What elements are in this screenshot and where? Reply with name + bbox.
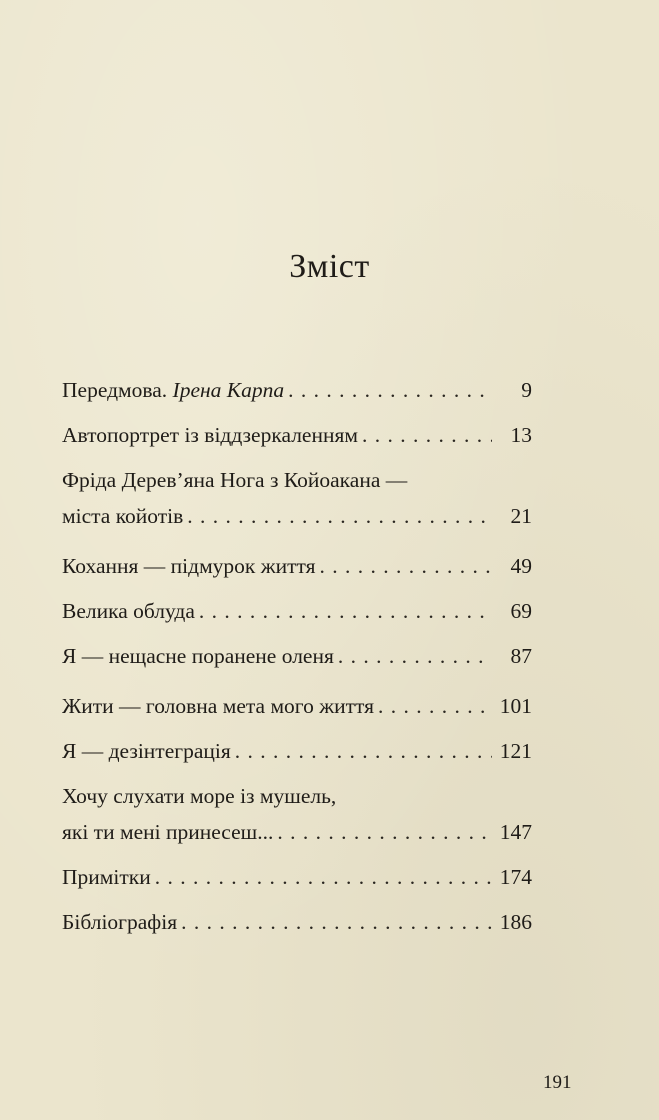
dot-leader (378, 688, 492, 724)
toc-entry-title: Бібліографія (62, 910, 178, 934)
page-title: Зміст (289, 248, 370, 285)
dot-leader (187, 498, 492, 534)
toc-entry-to-live (62, 688, 532, 724)
dot-leader (155, 859, 492, 895)
toc-line (62, 417, 532, 453)
toc-entry-title-first-line: Фріда Дерев’яна Нога з Койоакана — (62, 468, 408, 492)
dot-leader (181, 904, 492, 940)
toc-line (62, 688, 532, 724)
toc-line (62, 778, 532, 814)
toc-entry-title: Я — нещасне поранене оленя (62, 644, 334, 668)
toc-entry-notes (62, 859, 532, 895)
toc-entry-disintegration (62, 733, 532, 769)
toc-entry-title: які ти мені принесеш... (62, 820, 274, 844)
toc-entry-love (62, 548, 532, 584)
toc-entry-title: Примітки (62, 865, 151, 889)
toc-entry-title: міста койотів (62, 504, 184, 528)
toc-entry-title: Я — дезінтеграція (62, 739, 231, 763)
toc-line (62, 859, 532, 895)
toc-entry-main: Передмова. (62, 378, 173, 402)
toc-line (62, 593, 532, 629)
toc-page-number: 121 (499, 739, 532, 763)
toc-line (62, 904, 532, 940)
dot-leader (199, 593, 492, 629)
toc-line (62, 462, 532, 498)
toc-entry-self-portrait (62, 417, 532, 453)
toc-page-number: 87 (510, 644, 532, 668)
toc-page-number: 49 (510, 554, 532, 578)
dot-leader (362, 417, 492, 453)
toc-page-number: 186 (499, 910, 532, 934)
toc-page-number: 147 (499, 820, 532, 844)
page-number-folio: 191 (543, 1072, 572, 1093)
toc-line (62, 548, 532, 584)
dot-leader (235, 733, 492, 769)
toc-page-number: 9 (521, 378, 532, 402)
toc-entry-title: Автопортрет із віддзеркаленням (62, 423, 358, 447)
toc-line (62, 733, 532, 769)
toc-page-number: 69 (510, 599, 532, 623)
dot-leader (288, 372, 492, 408)
toc-line (62, 638, 532, 674)
toc-entry-title: Велика облуда (62, 599, 195, 623)
toc-entry-wounded-deer (62, 638, 532, 674)
toc-line (62, 814, 532, 850)
toc-page-number: 101 (499, 694, 532, 718)
toc-page-number: 174 (499, 865, 532, 889)
toc-entry-frida (62, 462, 532, 534)
toc-entry-title: Кохання — підмурок життя (62, 554, 316, 578)
dot-leader (338, 638, 492, 674)
table-of-contents (62, 372, 532, 949)
toc-entry-preface (62, 372, 532, 408)
toc-entry-title: Жити — головна мета мого життя (62, 694, 374, 718)
toc-page-number: 21 (510, 504, 532, 528)
toc-entry-author: Ірена Карпа (172, 378, 285, 402)
toc-entry-great-deception (62, 593, 532, 629)
dot-leader (320, 548, 493, 584)
toc-line (62, 498, 532, 534)
toc-line (62, 372, 532, 408)
toc-entry-sea-shells (62, 778, 532, 850)
toc-entry-title-first-line: Хочу слухати море із мушель, (62, 784, 337, 808)
toc-entry-bibliography (62, 904, 532, 940)
toc-entry-title (62, 372, 284, 408)
toc-page-number: 13 (510, 423, 532, 447)
dot-leader (277, 814, 492, 850)
